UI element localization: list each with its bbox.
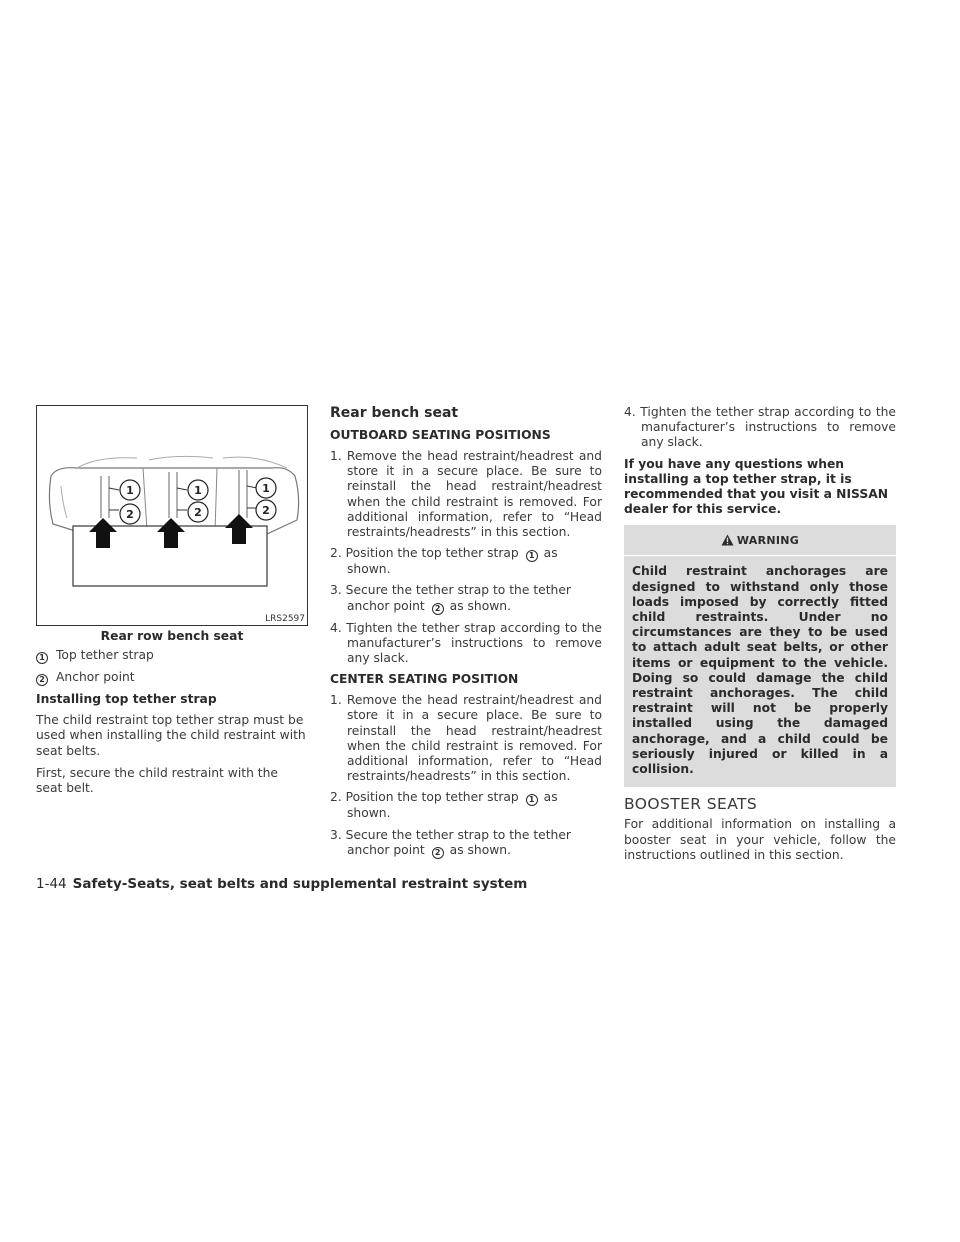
warning-box xyxy=(624,525,896,787)
outboard-heading: OUTBOARD SEATING POSITIONS xyxy=(330,428,551,442)
warning-text: Child restraint anchorages are designed to withstand only those loads imposed by correctly fitted child restraints. Under no circumstances are they to be used to attach adult seat belts, or other items or equipment to the vehicle. Doing so could damage the child restraint anchorages. The child restraint will not be properly installed using the damaged anchorage, and a child could be seriously injured or killed in a collision. xyxy=(632,564,888,777)
installing-heading: Installing top tether strap xyxy=(36,692,217,707)
rear-bench-heading: Rear bench seat xyxy=(330,405,459,421)
seat-illustration xyxy=(36,405,308,626)
callout-2-icon: 2 xyxy=(432,603,444,615)
list-item: 4. Tighten the tether strap according to the manufacturer’s instructions to remove any slack. xyxy=(330,620,602,666)
page-footer xyxy=(36,876,527,892)
list-item: 3. Secure the tether strap to the tether anchor point 2 as shown. xyxy=(330,827,571,857)
svg-text:1: 1 xyxy=(126,484,134,497)
right-column xyxy=(624,405,896,870)
legend-item xyxy=(36,670,308,686)
booster-paragraph: For additional information on installing a booster seat in your vehicle, follow the instructions outlined in this section. xyxy=(624,817,896,862)
list-item: 2. Position the top tether strap 1 as shown. xyxy=(330,546,558,577)
callout-1-icon: 1 xyxy=(526,550,538,562)
callout-2-icon: 2 xyxy=(36,674,48,686)
figure-code: LRS2597 xyxy=(265,614,305,624)
left-column xyxy=(36,405,308,803)
middle-column xyxy=(330,405,602,865)
list-item: 1. Remove the head restraint/headrest and store it in a secure place. Be sure to reinstall the head restraint/headrest when the child restraint is removed. For additional information, refer to “Head restraints/headrests” in this section. xyxy=(330,693,602,784)
legend-text: Top tether strap xyxy=(56,648,154,663)
body-paragraph: First, secure the child restraint with the seat belt. xyxy=(36,765,278,796)
figure-caption: Rear row bench seat xyxy=(100,629,244,643)
list-item: 3. Secure the tether strap to the tether anchor point 2 as shown. xyxy=(330,583,571,613)
svg-text:2: 2 xyxy=(126,508,134,521)
section-title: Safety-Seats, seat belts and supplemental restraint system xyxy=(72,876,528,892)
booster-heading: BOOSTER SEATS xyxy=(624,795,758,814)
body-paragraph: The child restraint top tether strap must be used when installing the child restraint with seat belts. xyxy=(36,713,306,758)
page-number: 1-44 xyxy=(36,876,67,892)
list-item: 4. Tighten the tether strap according to the manufacturer’s instructions to remove any slack. xyxy=(624,405,896,450)
warning-divider xyxy=(624,555,896,556)
callout-1-icon: 1 xyxy=(36,652,48,664)
svg-text:2: 2 xyxy=(194,506,202,519)
svg-text:1: 1 xyxy=(262,482,270,495)
legend-item xyxy=(36,648,308,664)
callout-2-icon: 2 xyxy=(432,847,444,859)
warning-triangle-icon xyxy=(721,534,734,546)
legend-text: Anchor point xyxy=(56,670,135,685)
svg-text:1: 1 xyxy=(194,484,202,497)
center-heading: CENTER SEATING POSITION xyxy=(330,672,519,687)
list-item: 2. Position the top tether strap 1 as shown. xyxy=(330,790,558,821)
list-item: 1. Remove the head restraint/headrest and store it in a secure place. Be sure to reinstall the head restraint/headrest when the child restraint is removed. For additional information, refer to “Head restraints/headrests” in this section. xyxy=(330,449,602,540)
warning-label: WARNING xyxy=(736,533,800,547)
rear-bench-seat-drawing xyxy=(37,406,307,625)
warning-header xyxy=(632,525,888,555)
callout-1-icon: 1 xyxy=(526,794,538,806)
svg-text:2: 2 xyxy=(262,504,270,517)
dealer-note: If you have any questions when installing a top tether strap, it is recommended that you visit a NISSAN dealer for this service. xyxy=(624,456,889,517)
